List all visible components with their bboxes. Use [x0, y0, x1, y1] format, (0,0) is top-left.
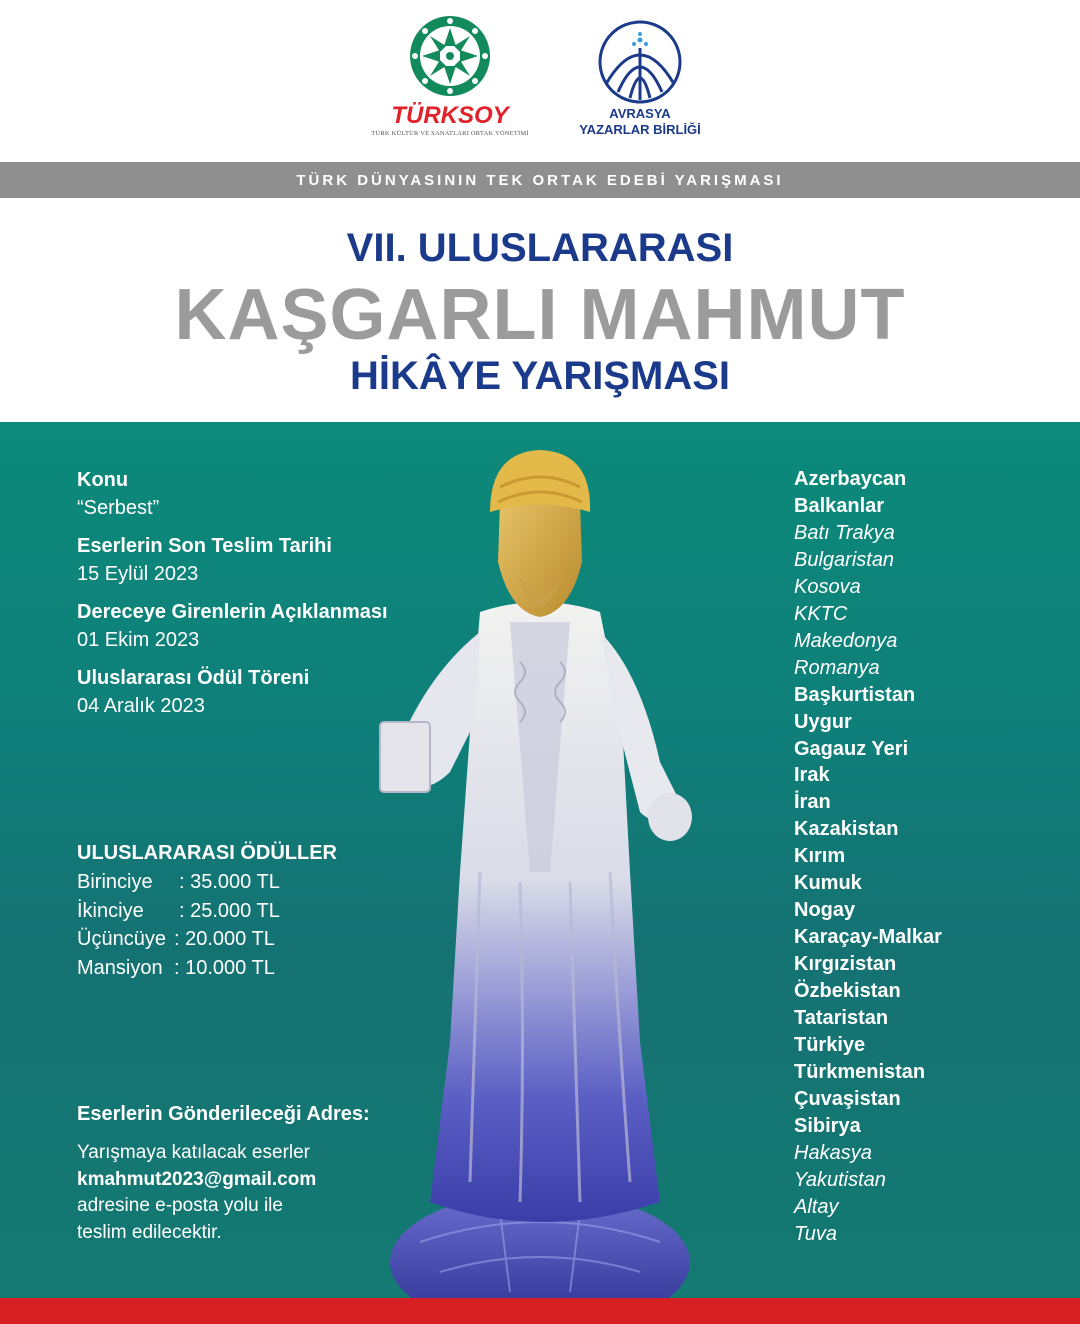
region-item: Altay	[794, 1195, 839, 1218]
prize-row	[77, 868, 337, 897]
info-label: Eserlerin Son Teslim Tarihi	[77, 535, 332, 557]
turksoy-emblem-icon	[405, 14, 495, 98]
main-panel	[0, 422, 1080, 1298]
avrasya-emblem-icon	[596, 18, 684, 106]
prize-name: Mansiyon	[77, 956, 163, 979]
address-section	[77, 1100, 407, 1246]
region-item: Çuvaşistan	[794, 1087, 901, 1110]
region-item: Balkanlar	[794, 494, 885, 517]
info-list	[77, 466, 437, 730]
title-block	[0, 198, 1080, 422]
title-line3: HİKÂYE YARIŞMASI	[349, 354, 731, 398]
region-item: Tuva	[794, 1222, 837, 1245]
title-line1: VII. ULUSLARARASI	[346, 226, 734, 270]
prize-name: Birinciye	[77, 871, 153, 893]
avrasya-name-line1: AVRASYA	[609, 106, 671, 121]
region-item: Özbekistan	[794, 980, 901, 1003]
info-value: “Serbest”	[77, 497, 160, 519]
prize-amount: : 20.000 TL	[174, 928, 275, 950]
top-banner-text: TÜRK DÜNYASININ TEK ORTAK EDEBİ YARIŞMASI	[296, 171, 784, 189]
region-item: Kırgızistan	[794, 953, 897, 976]
region-item: Karaçay-Malkar	[794, 926, 942, 949]
prize-amount: : 25.000 TL	[179, 899, 280, 922]
prize-amount: : 10.000 TL	[174, 956, 275, 979]
region-item: Bulgaristan	[794, 548, 895, 571]
region-item: Uygur	[794, 710, 852, 733]
prize-name: İkinciye	[77, 899, 144, 922]
info-item-deadline	[77, 532, 437, 588]
info-value: 01 Ekim 2023	[77, 629, 200, 651]
region-item: Yakutistan	[794, 1168, 886, 1191]
info-label: Uluslararası Ödül Töreni	[77, 667, 310, 689]
info-item-ceremony	[77, 664, 437, 720]
address-line: adresine e-posta yolu ile	[77, 1195, 283, 1216]
avrasya-logo	[560, 14, 720, 144]
region-item: Kumuk	[794, 872, 862, 895]
info-item-konu	[77, 466, 437, 522]
header	[0, 0, 1080, 162]
info-value: 04 Aralık 2023	[77, 695, 205, 717]
address-line: Yarışmaya katılacak eserler	[77, 1142, 311, 1163]
info-label: Konu	[77, 469, 129, 491]
prize-row	[77, 897, 337, 926]
turksoy-subtitle: TÜRK KÜLTÜR VE SANATLARI ORTAK YÖNETİMİ	[371, 130, 529, 137]
region-item: Batı Trakya	[794, 521, 895, 544]
region-item: Gagauz Yeri	[794, 737, 909, 760]
region-item: Nogay	[794, 899, 856, 922]
region-item: Türkmenistan	[794, 1060, 926, 1083]
title-line2: KAŞGARLI MAHMUT	[174, 275, 906, 355]
region-item: Kazakistan	[794, 818, 899, 841]
prizes-title: ULUSLARARASI ÖDÜLLER	[77, 842, 337, 864]
region-item: Türkiye	[794, 1034, 866, 1057]
regions-list	[794, 466, 942, 1248]
region-item: Başkurtistan	[794, 683, 916, 706]
info-label: Dereceye Girenlerin Açıklanması	[77, 601, 388, 623]
bottom-banner	[0, 1298, 1080, 1324]
info-value: 15 Eylül 2023	[77, 563, 199, 585]
info-item-announcement	[77, 598, 437, 654]
address-email-link[interactable]: kmahmut2023@gmail.com	[77, 1168, 317, 1190]
prize-row	[77, 954, 337, 983]
region-item: Romanya	[794, 656, 880, 679]
prizes-section	[77, 838, 337, 982]
region-item: Makedonya	[794, 629, 898, 652]
region-item: Hakasya	[794, 1141, 872, 1164]
prize-amount: : 35.000 TL	[179, 871, 280, 893]
avrasya-name-line2: YAZARLAR BİRLİĞİ	[579, 122, 701, 137]
address-line: teslim edilecektir.	[77, 1221, 222, 1243]
region-item: Kosova	[794, 575, 861, 598]
top-banner	[0, 162, 1080, 198]
address-title: Eserlerin Gönderileceği Adres:	[77, 1103, 370, 1125]
turksoy-name: TÜRKSOY	[391, 102, 509, 129]
turksoy-logo	[370, 14, 530, 144]
region-item: İran	[794, 791, 831, 814]
region-item: Irak	[794, 764, 830, 787]
region-item: KKTC	[794, 602, 848, 625]
prize-name: Üçüncüye	[77, 928, 166, 950]
region-item: Tataristan	[794, 1007, 889, 1030]
region-item: Sibirya	[794, 1114, 861, 1137]
region-item: Azerbaycan	[794, 468, 907, 490]
prize-row	[77, 925, 337, 954]
region-item: Kırım	[794, 845, 846, 868]
